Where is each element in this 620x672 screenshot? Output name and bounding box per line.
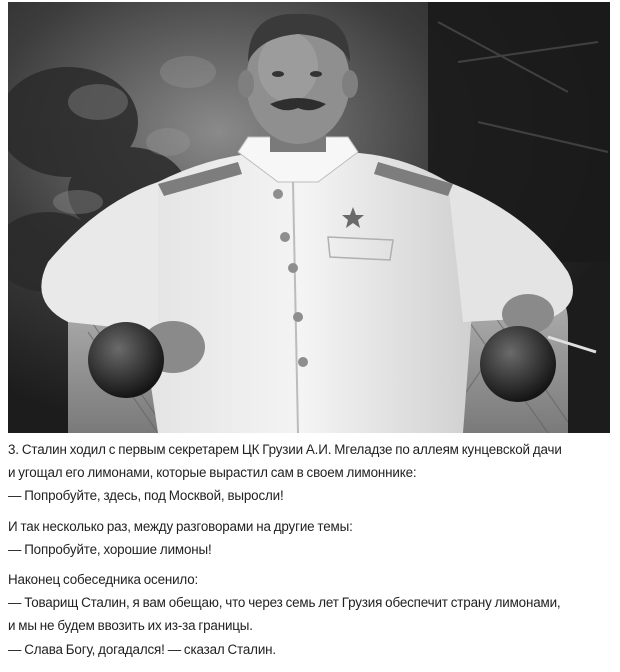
article-photo <box>8 2 610 433</box>
text-line: 3. Сталин ходил с первым секретарем ЦК Грузии А.И. Мгеладзе по аллеям кунцевской дачи <box>8 442 562 457</box>
article-text <box>8 438 612 661</box>
text-line: — Слава Богу, догадался! — сказал Сталин. <box>8 641 276 657</box>
photo-illustration <box>8 2 610 433</box>
text-line: — Товарищ Сталин, я вам обещаю, что через семь лет Грузия обеспечит страну лимонами, <box>8 595 561 611</box>
text-line: и мы не будем ввозить их из-за границы. <box>8 618 253 634</box>
text-line: Наконец собеседника осенило: <box>8 572 199 588</box>
text-line: и угощал его лимонами, которые вырастил сам в своем лимоннике: <box>8 465 417 481</box>
paragraph-3 <box>8 568 612 661</box>
text-line: И так несколько раз, между разговорами на другие темы: <box>8 518 353 534</box>
text-line: — Попробуйте, хорошие лимоны! <box>8 541 212 557</box>
paragraph-2 <box>8 515 612 561</box>
text-line: — Попробуйте, здесь, под Москвой, выросли! <box>8 488 284 504</box>
paragraph-1 <box>8 438 612 508</box>
